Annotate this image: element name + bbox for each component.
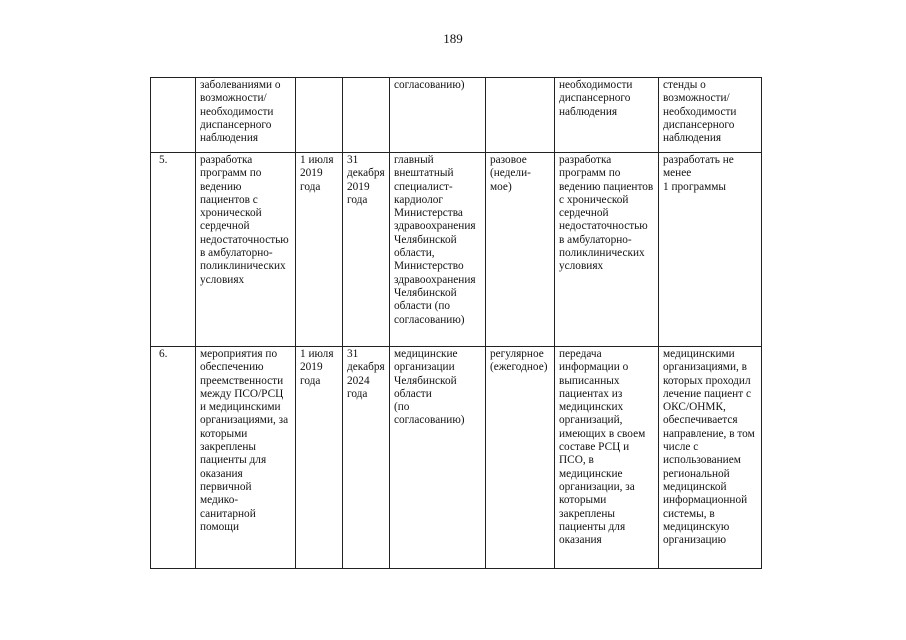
event-cell: разработка программ по ведению пациентов с хронической сердечной недостаточностью в амбулаторно- поликлинических условиях xyxy=(196,153,296,347)
indicator-cell: разработать не менее 1 программы xyxy=(659,153,762,347)
result-cell: необходимости диспансерного наблюдения xyxy=(555,78,659,153)
row-number xyxy=(151,78,196,153)
start-date-cell: 1 июля 2019 года xyxy=(296,347,343,569)
row-number: 5. xyxy=(151,153,196,347)
end-date-cell xyxy=(343,78,390,153)
responsible-cell: согласованию) xyxy=(390,78,486,153)
end-date-cell: 31 декабря 2024 года xyxy=(343,347,390,569)
start-date-cell: 1 июля 2019 года xyxy=(296,153,343,347)
frequency-cell xyxy=(486,78,555,153)
indicator-cell: медицинскими организациями, в которых проходил лечение пациент с ОКС/ОНМК, обеспечивается направление, в том числе с использованием региональной медицинской информационной системы, в медицинскую организацию xyxy=(659,347,762,569)
event-cell: мероприятия по обеспечению преемственности между ПСО/РСЦ и медицинскими организациями, за которыми закреплены пациенты для оказания первичной медико- санитарной помощи xyxy=(196,347,296,569)
end-date-cell: 31 декабря 2019 года xyxy=(343,153,390,347)
responsible-cell: медицинские организации Челябинской области (по согласованию) xyxy=(390,347,486,569)
result-cell: передача информации о выписанных пациентах из медицинских организаций, имеющих в своем составе РСЦ и ПСО, в медицинские организации, за которыми закреплены пациенты для оказания xyxy=(555,347,659,569)
table-row xyxy=(151,347,762,569)
plan-table xyxy=(150,77,762,569)
indicator-cell: стенды о возможности/ необходимости диспансерного наблюдения xyxy=(659,78,762,153)
start-date-cell xyxy=(296,78,343,153)
row-number: 6. xyxy=(151,347,196,569)
table-row xyxy=(151,153,762,347)
table-row xyxy=(151,78,762,153)
result-cell: разработка программ по ведению пациентов с хронической сердечной недостаточностью в амбулаторно- поликлинических условиях xyxy=(555,153,659,347)
frequency-cell: разовое (недели- мое) xyxy=(486,153,555,347)
event-cell: заболеваниями о возможности/ необходимости диспансерного наблюдения xyxy=(196,78,296,153)
page-number: 189 xyxy=(443,31,463,46)
frequency-cell: регулярное (ежегодное) xyxy=(486,347,555,569)
responsible-cell: главный внештатный специалист- кардиолог Министерства здравоохранения Челябинской области, Министерство здравоохранения Челябинской области (по согласованию) xyxy=(390,153,486,347)
